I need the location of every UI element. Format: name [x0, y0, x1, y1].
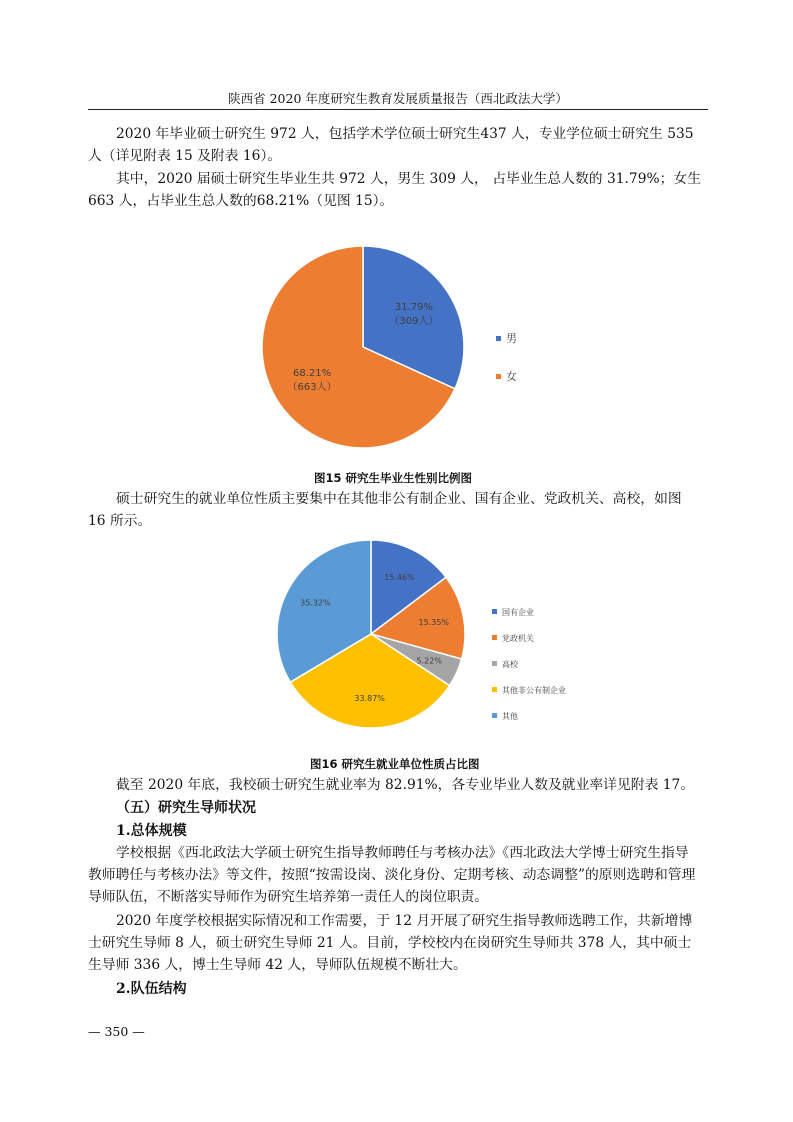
- paragraph-line: 2020 年毕业硕士研究生 972 人，包括学术学位硕士研究生437 人，专业学位硕士研究生 535: [116, 126, 694, 142]
- paragraph-line: 其中，2020 届硕士研究生毕业生共 972 人，男生 309 人， 占毕业生总人数的 31.79%；女生: [116, 171, 701, 187]
- legend-swatch: [492, 609, 497, 614]
- legend-swatch: [492, 713, 497, 718]
- legend-swatch: [492, 661, 497, 666]
- pie-data-label: 15.35%: [418, 617, 450, 627]
- gender-pie-svg: [220, 240, 560, 460]
- legend-label: 其他: [502, 712, 518, 721]
- paragraph-line: 士研究生导师 8 人，硕士研究生导师 21 人。目前，学校校内在岗研究生导师共 378 人，其中硕士: [88, 935, 692, 951]
- pie-data-label: （309人）: [389, 316, 439, 328]
- paragraph-line: 16 所示。: [88, 513, 152, 529]
- paragraph-supervisor-policy: [88, 842, 702, 908]
- legend-swatch: [492, 687, 497, 692]
- paragraph-line: 663 人，占毕业生总人数的68.21%（见图 15）。: [88, 193, 394, 209]
- pie-data-label: 15.46%: [384, 572, 415, 582]
- page-header: 陕西省 2020 年度研究生教育发展质量报告（西北政法大学）: [228, 91, 568, 106]
- paragraph-supervisor-count: [88, 910, 702, 976]
- paragraph-line: 截至 2020 年底，我校硕士研究生就业率为 82.91%，各专业毕业人数及就业率详见附表 17。: [116, 777, 695, 793]
- legend-label: 其他非公有制企业: [502, 686, 566, 695]
- employment-pie-svg: [248, 536, 588, 748]
- legend-swatch: [496, 374, 501, 379]
- gender-pie-chart: [220, 240, 560, 464]
- legend-label: 女: [506, 370, 517, 383]
- paragraph-line: 学校根据《西北政法大学硕士研究生指导教师聘任与考核办法》《西北政法大学博士研究生指导: [116, 845, 689, 861]
- paragraph-line: 导师队伍，不断落实导师作为研究生培养第一责任人的岗位职责。: [88, 889, 489, 905]
- paragraph-line: 生导师 336 人，博士生导师 42 人，导师队伍规模不断壮大。: [88, 957, 467, 973]
- legend-label: 男: [506, 332, 517, 345]
- paragraph-line: 2020 年度学校根据实际情况和工作需要，于 12 月开展了研究生指导教师选聘工作，共新增博: [116, 913, 693, 929]
- legend-swatch: [492, 635, 497, 640]
- paragraph-line: 教师聘任与考核办法》等文件，按照“按需设岗、淡化身份、定期考核、动态调整”的原则选聘和管理: [88, 867, 696, 883]
- subheading-overall-scale: 1.总体规模: [116, 823, 187, 839]
- pie-data-label: 33.87%: [354, 693, 385, 703]
- paragraph-gender: [88, 168, 702, 212]
- pie-data-label: 5.22%: [416, 656, 442, 666]
- legend-label: 党政机关: [502, 634, 534, 643]
- figure-16-caption: 图16 研究生就业单位性质占比图: [310, 757, 480, 771]
- pie-data-label: 68.21%: [292, 367, 332, 379]
- header-rule: [88, 109, 708, 110]
- legend-swatch: [496, 336, 501, 341]
- paragraph-line: 硕士研究生的就业单位性质主要集中在其他非公有制企业、国有企业、党政机关、高校，如图: [116, 491, 682, 507]
- pie-data-label: （663人）: [287, 381, 337, 393]
- legend-label: 国有企业: [502, 608, 534, 617]
- paragraph-graduates: [88, 123, 702, 167]
- employment-pie-chart: [248, 536, 588, 752]
- figure-15-caption: 图15 研究生毕业生性别比例图: [314, 471, 473, 485]
- legend-label: 高校: [502, 660, 518, 669]
- paragraph-employment-type: [88, 488, 702, 532]
- paragraph-line: 人（详见附表 15 及附表 16）。: [88, 148, 282, 164]
- page-number: — 350 —: [88, 1024, 145, 1039]
- pie-data-label: 35.32%: [300, 598, 331, 608]
- paragraph-employment-rate: [88, 774, 702, 796]
- pie-data-label: 31.79%: [394, 302, 434, 314]
- section-heading-supervisors: （五）研究生导师状况: [116, 800, 256, 816]
- subheading-team-structure: 2.队伍结构: [116, 981, 187, 997]
